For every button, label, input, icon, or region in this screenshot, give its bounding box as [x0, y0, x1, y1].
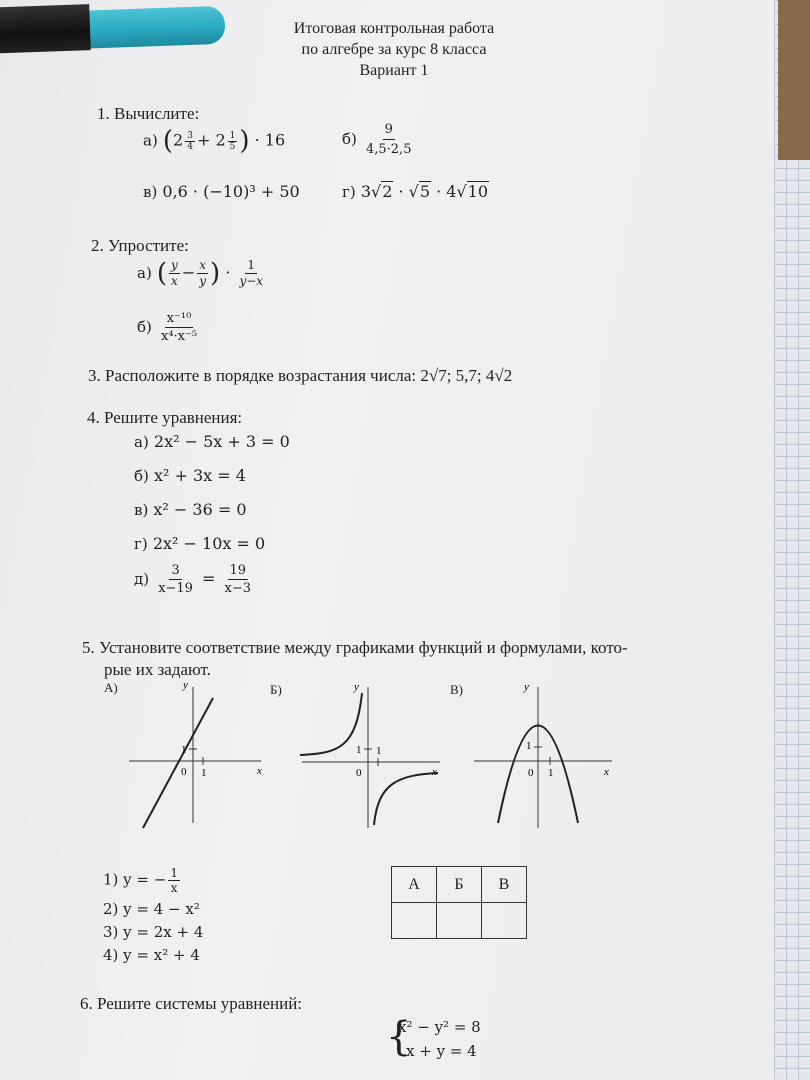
formula-1 — [103, 866, 182, 895]
task1-title: 1. Вычислите: — [97, 104, 200, 123]
task2-title: 2. Упростите: — [91, 236, 189, 255]
task1-b-label: б) — [342, 130, 357, 148]
task4-item-d-label: д) — [134, 570, 150, 588]
grid-paper-edge — [774, 0, 810, 1080]
answer-header-b: Б — [437, 867, 482, 903]
task1-b-den: 4,5·2,5 — [365, 142, 412, 157]
answer-header-v: В — [482, 867, 527, 903]
graph-b-y-label: y — [354, 683, 359, 693]
task1-b-num: 9 — [383, 120, 395, 140]
task3-title: 3. Расположите в порядке возрастания числа: 2√7; 5,7; 4√2 — [88, 366, 513, 385]
formula-2: 2) y = 4 − x² — [103, 900, 200, 918]
task1-g-label: г) — [342, 183, 356, 201]
task1-a-tail: · 16 — [254, 130, 286, 150]
graph-b-one-y: 1 — [356, 744, 362, 756]
system-brace: { — [386, 1014, 412, 1060]
task1-b — [342, 120, 415, 159]
answer-cell-b — [437, 903, 482, 939]
task4-item-v-label: в) — [134, 501, 149, 519]
task1-g-root2: 5 — [419, 182, 431, 201]
answer-table — [391, 866, 527, 939]
task1-a-label: а) — [143, 131, 158, 150]
task5-title-line2: рые их задают. — [104, 660, 211, 679]
task4-d-num1: 3 — [171, 563, 180, 578]
graph-b-branch-left — [300, 693, 362, 755]
system-eq1: x² − y² = 8 — [398, 1018, 481, 1036]
graph-label-b: Б) — [270, 682, 282, 697]
task6-title: 6. Решите системы уравнений: — [80, 994, 303, 1013]
task2-b-num: x⁻¹⁰ — [166, 311, 192, 326]
formula-4: 4) y = x² + 4 — [103, 946, 200, 964]
task1-v — [143, 182, 300, 201]
task1-v-expr: 0,6 · (−10)³ + 50 — [162, 182, 300, 201]
task1-v-label: в) — [143, 183, 158, 201]
task4-item-g-expr: 2x² − 10x = 0 — [152, 534, 266, 553]
task4-item-a-label: а) — [134, 433, 149, 451]
graph-a-one-x: 1 — [201, 767, 207, 779]
header-line-2: по алгебре за курс 8 класса — [301, 41, 487, 58]
answer-cell-a — [392, 903, 437, 939]
formula-1-num: 1 — [170, 866, 178, 880]
graph-a-x-label: x — [257, 765, 262, 777]
header-line-1: Итоговая контрольная работа — [293, 20, 495, 37]
task4-item-a — [134, 432, 290, 451]
system-eq2: x + y = 4 — [406, 1042, 477, 1060]
task4-d-den1: x−19 — [158, 581, 193, 596]
task4-title: 4. Решите уравнения: — [87, 408, 243, 427]
graph-v-one-x: 1 — [548, 767, 554, 779]
graph-b-one-x: 1 — [376, 745, 382, 757]
task1-a: а) (2 $\frac{3}{4}$ + 2 $\frac{1}{5}$ ) · 16 — [143, 126, 286, 156]
formula-3: 3) y = 2x + 4 — [103, 923, 204, 941]
task1-g-mid: · 4 — [431, 182, 457, 201]
graph-a-one-y: 1 — [181, 744, 187, 756]
answer-header-a: А — [392, 867, 437, 903]
graph-v-y-label: y — [524, 683, 529, 693]
graph-v — [470, 683, 620, 833]
graph-label-a: А) — [104, 680, 118, 695]
task2-b — [137, 310, 201, 345]
header-variant: Вариант 1 — [359, 62, 429, 79]
graph-label-v: В) — [450, 682, 463, 697]
task4-item-b — [134, 466, 246, 485]
answer-cell-v — [482, 903, 527, 939]
answer-table-answer-row — [392, 903, 527, 939]
graph-b-branch-right — [374, 773, 438, 825]
task1-g-root3: 10 — [467, 182, 489, 201]
task4-item-g-label: г) — [134, 535, 148, 553]
task4-item-a-expr: 2x² − 5x + 3 = 0 — [153, 432, 290, 451]
task4-item-v — [134, 500, 247, 519]
task2-a: а) ( $\frac{y}{x}$ − $\frac{x}{y}$ ) · $\frac{1}{y-x}$ — [137, 258, 264, 289]
wooden-table-edge — [778, 0, 810, 160]
task2-b-den: x⁴·x⁻⁵ — [160, 329, 198, 344]
graph-b — [298, 683, 448, 833]
task4-item-b-expr: x² + 3x = 4 — [153, 466, 246, 485]
graph-v-origin: 0 — [528, 767, 534, 779]
task4-d-num2: 19 — [229, 563, 247, 578]
task2-a-label: а) — [137, 264, 152, 282]
task1-g: г) 3√2 · √5 · 4√10 — [342, 182, 489, 201]
task4-item-d: д) $\frac{3}{x-19}$ = $\frac{19}{x-3}$ — [134, 563, 252, 596]
graph-a-y-label: y — [183, 683, 188, 691]
pen-cap — [0, 4, 91, 54]
task4-item-g — [134, 534, 265, 553]
graph-a-origin: 0 — [181, 766, 187, 778]
task4-d-den2: x−3 — [224, 581, 252, 596]
answer-table-header-row — [392, 867, 527, 903]
graph-v-x-label: x — [604, 766, 609, 778]
task2-b-label: б) — [137, 318, 152, 336]
task4-item-v-expr: x² − 36 = 0 — [153, 500, 247, 519]
formula-1-den: x — [170, 881, 178, 895]
task4-item-b-label: б) — [134, 467, 149, 485]
graph-a — [125, 683, 270, 833]
formula-1-text: 1) y = − — [103, 870, 167, 889]
graph-b-origin: 0 — [356, 767, 362, 779]
task5-title-line1: 5. Установите соответствие между графиками функций и формулами, кото- — [82, 638, 628, 657]
graph-v-one-y: 1 — [526, 740, 532, 752]
task1-g-root1: 2 — [382, 182, 393, 201]
task1-g-coef: 3 — [360, 182, 371, 201]
graph-b-x-label: x — [432, 766, 437, 778]
